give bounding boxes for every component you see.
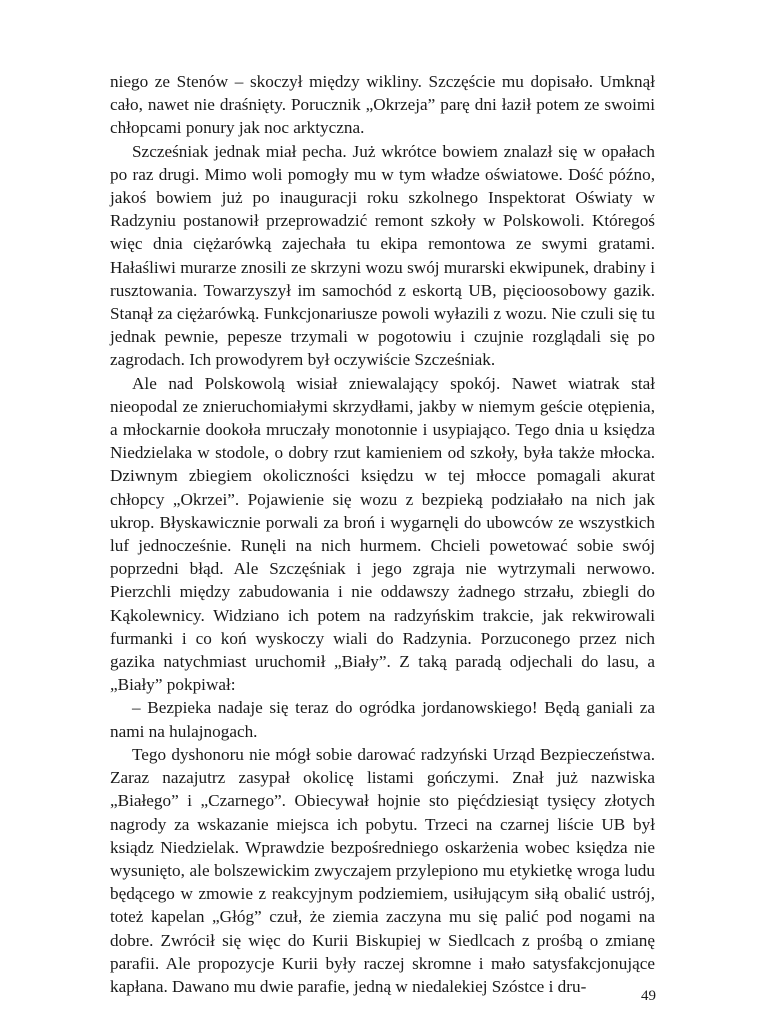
paragraph: – Bezpieka nadaje się teraz do ogródka jordanowskiego! Będą ganiali za nami na hulajnogach. [110,698,655,741]
page-number: 49 [641,988,656,1004]
paragraph: Tego dyshonoru nie mógł sobie darować radzyński Urząd Bezpieczeństwa. Zaraz nazajutrz zasypał okolicę listami gończymi. Znał już nazwiska „Białego” i „Czarnego”. Obiecywał hojnie sto pięćdziesiąt tysięcy złotych nagrody za wskazanie miejsca ich pobytu. Trzeci na czarnej liście UB był ksiądz Niedzielak. Wprawdzie bezpośredniego oskarżenia wobec księdza nie wysunięto, ale bolszewickim zwyczajem przylepiono mu etykietkę wroga ludu będącego w zmowie z reakcyjnym podziemiem, usiłującym siłą obalić ustrój, toteż kapelan „Głóg” czuł, że ziemia zaczyna mu się palić pod nogami na dobre. Zwrócił się więc do Kurii Biskupiej w Siedlcach z prośbą o zmianę parafii. Ale propozycje Kurii były raczej skromne i mało satysfakcjonujące kapłana. Dawano mu dwie parafie, jedną w niedalekiej Szóstce i dru- [110,744,655,996]
paragraph: Szcześniak jednak miał pecha. Już wkrótce bowiem znalazł się w opałach po raz drugi. Mimo woli pomogły mu w tym władze oświatowe. Dość późno, jakoś bowiem już po inauguracji roku szkolnego Inspektorat Oświaty w Radzyniu postanowił przeprowadzić remont szkoły w Polskowoli. Któregoś więc dnia ciężarówką zajechała tu ekipa remontowa ze swymi gratami. Hałaśliwi murarze znosili ze skrzyni wozu swój murarski ekwipunek, drabiny i rusztowania. Towarzyszył im samochód z eskortą UB, pięcioosobowy gazik. Stanął za ciężarówką. Funkcjonariusze powoli wyłazili z wozu. Nie czuli się tu jednak pewnie, pepesze trzymali w pogotowiu i czujnie rozglądali się po zagrodach. Ich prowodyrem był oczywiście Szcześniak. [110,141,655,370]
body-text [110,70,655,998]
paragraph: niego ze Stenów – skoczył między wikliny. Szczęście mu dopisało. Umknął cało, nawet nie draśnięty. Porucznik „Okrzeja” parę dni łaził potem ze swoimi chłopcami ponury jak noc arktyczna. [110,72,655,138]
paragraph: Ale nad Polskowolą wisiał zniewalający spokój. Nawet wiatrak stał nieopodal ze znieruchomiałymi skrzydłami, jakby w niemym geście otępienia, a młockarnie dookoła mruczały monotonnie i usypiająco. Tego dnia u księdza Niedzielaka w stodole, o dobry rzut kamieniem od szkoły, była także młocka. Dziwnym zbiegiem okoliczności księdzu w tej młocce pomagali akurat chłopcy „Okrzei”. Pojawienie się wozu z bezpieką podziałało na nich jak ukrop. Błyskawicznie porwali za broń i wygarnęli do ubowców ze wszystkich luf jednocześnie. Runęli na nich hurmem. Chcieli powetować sobie swój poprzedni błąd. Ale Szczęśniak i jego zgraja nie wytrzymali nerwowo. Pierzchli między zabudowania i nie oddawszy żadnego strzału, zbiegli do Kąkolewnicy. Widziano ich potem na radzyńskim trakcie, jak rekwirowali furmanki i co koń wyskoczy wiali do Radzynia. Porzuconego przez nich gazika natychmiast uruchomił „Biały”. Z taką paradą odjechali do lasu, a „Biały” pokpiwał: [110,373,655,695]
